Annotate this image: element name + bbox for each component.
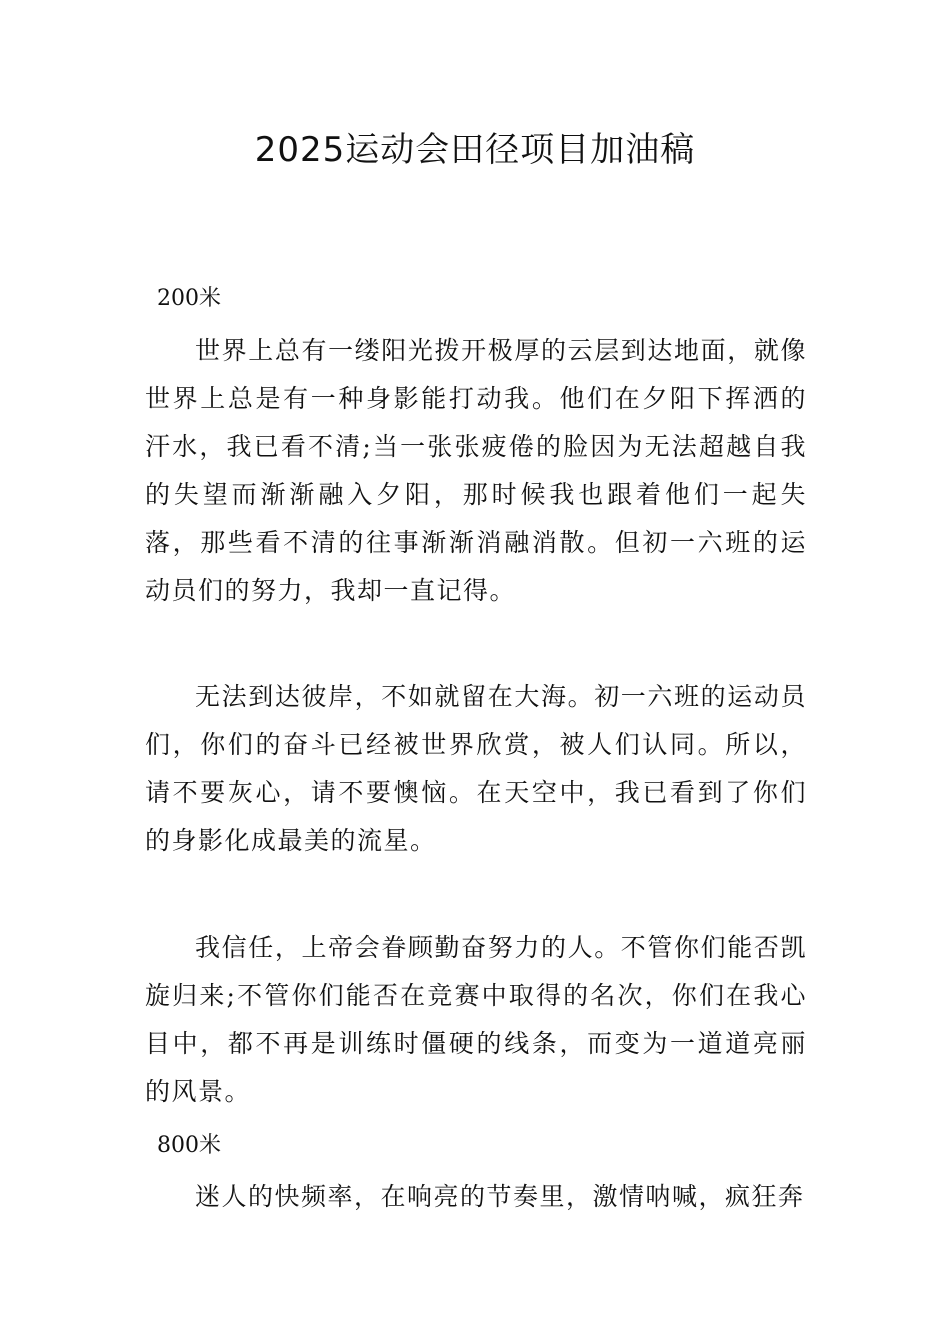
paragraph-200m-3: 我信任，上帝会眷顾勤奋努力的人。不管你们能否凯旋归来;不管你们能否在竞赛中取得的名次，你们在我心目中，都不再是训练时僵硬的线条，而变为一道道亮丽的风景。 [145,933,807,1106]
paragraph-200m-2: 无法到达彼岸，不如就留在大海。初一六班的运动员们，你们的奋斗已经被世界欣赏，被人们认同。所以，请不要灰心，请不要懊恼。在天空中，我已看到了你们的身影化成最美的流星。 [145,682,807,855]
section-label-200m: 200米 [157,286,221,311]
paragraph-800m-1: 迷人的快频率，在响亮的节奏里，激情呐喊，疯狂奔 [195,1182,805,1211]
document-title: 2025运动会田径项目加油稿 [254,130,696,170]
paragraph-200m-1: 世界上总有一缕阳光拨开极厚的云层到达地面，就像世界上总是有一种身影能打动我。他们在夕阳下挥洒的汗水，我已看不清;当一张张疲倦的脸因为无法超越自我的失望而渐渐融入夕阳，那时候我也跟着他们一起失落，那些看不清的往事渐渐消融消散。但初一六班的运动员们的努力，我却一直记得。 [145,336,807,605]
section-label-800m: 800米 [157,1133,221,1158]
